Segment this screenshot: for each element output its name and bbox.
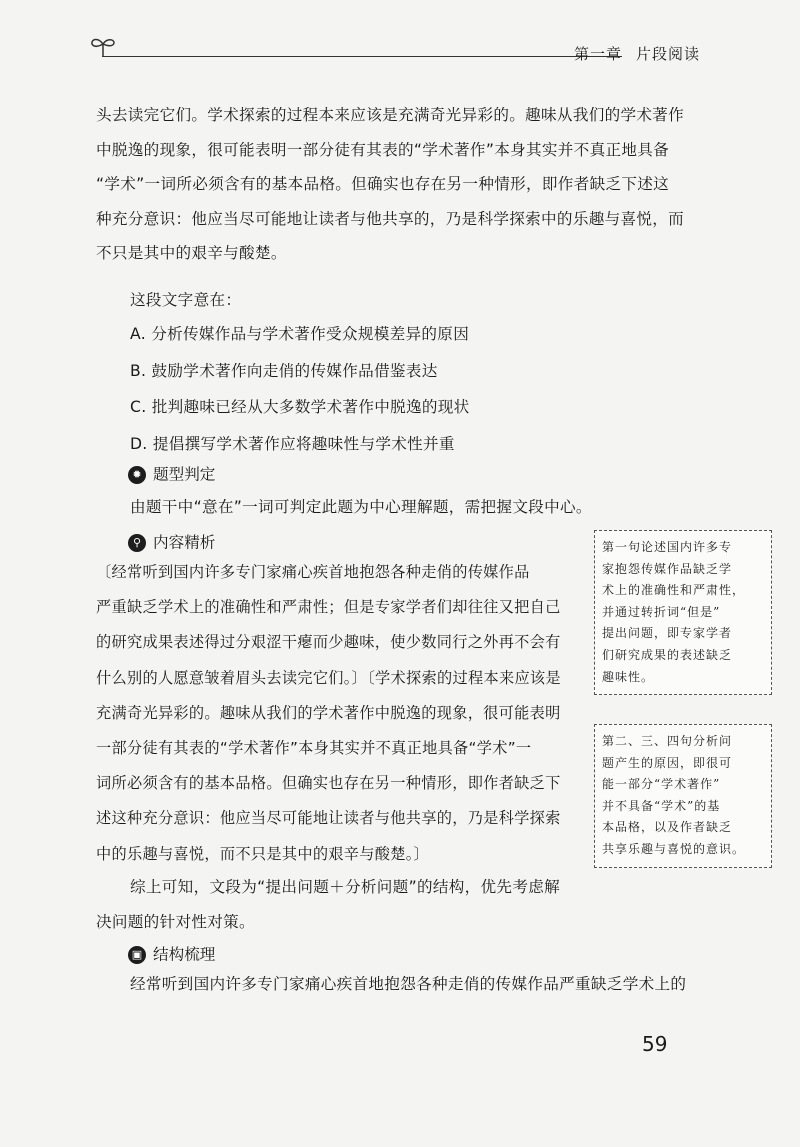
passage-line: 不只是其中的艰辛与酸楚。: [96, 244, 287, 262]
content-summary: [96, 870, 560, 939]
option-d: D. 提倡撰写学术著作应将趣味性与学术性并重: [130, 434, 455, 453]
chapter-title: [560, 43, 700, 64]
analysis-line: 〔经常听到国内许多专门家痛心疾首地抱怨各种走俏的传媒作品: [96, 563, 530, 581]
summary-line: 决问题的针对性对策。: [96, 912, 255, 931]
side-note-2: 第二、三、四句分析问 题产生的原因，即很可 能一部分“学术著作” 并不具备“学术”的基 本品格，以及作者缺乏 共享乐趣与喜悦的意识。: [594, 724, 772, 868]
analysis-line: 中的乐趣与喜悦，而不只是其中的艰辛与酸楚。〕: [96, 844, 430, 863]
magnifier-icon: ⚲: [128, 534, 146, 552]
analysis-line: 词所必须含有的基本品格。但确实也存在另一种情形，即作者缺乏下: [96, 774, 561, 793]
content-analysis: [96, 555, 561, 872]
passage-line: 头去读完它们。学术探索的过程本来应该是充满奇光异彩的。趣味从我们的学术著作: [96, 106, 685, 124]
passage: [96, 98, 684, 271]
side-note-1: 第一句论述国内许多专 家抱怨传媒作品缺乏学 术上的准确性和严肃性， 并通过转折词“但是” 提出问题，即专家学者 们研究成果的表述缺乏 趣味性。: [594, 530, 772, 695]
type-section-title: 题型判定: [153, 465, 216, 484]
content-section-heading: [128, 530, 215, 554]
header-rule: [102, 56, 622, 57]
option-b: B. 鼓励学术著作向走俏的传媒作品借鉴表达: [130, 361, 438, 380]
analysis-line: 述这种充分意识：他应当尽可能地让读者与他共享的，乃是科学探索: [96, 809, 561, 828]
option-a: A. 分析传媒作品与学术著作受众规模差异的原因: [130, 325, 470, 343]
analysis-line: 充满奇光异彩的。趣味从我们的学术著作中脱逸的现象，很可能表明: [96, 703, 561, 722]
option-c: C. 批判趣味已经从大多数学术著作中脱逸的现状: [130, 398, 470, 416]
structure-section-heading: [128, 942, 215, 966]
page-header: [88, 34, 700, 74]
question-stem: 这段文字意在：: [130, 291, 242, 309]
content-section-title: 内容精析: [153, 533, 216, 552]
analysis-line: 一部分徒有其表的“学术著作”本身其实并不真正地具备“学术”一: [96, 739, 532, 758]
chapter-name: 片段阅读: [635, 45, 700, 63]
analysis-line: 严重缺乏学术上的准确性和严肃性；但是专家学者们却往往又把自己: [96, 598, 561, 617]
summary-line: 综上可知，文段为“提出问题＋分析问题”的结构，优先考虑解: [130, 878, 560, 896]
question-options: [130, 316, 470, 462]
analysis-line: 什么别的人愿意皱着眉头去读完它们。〕〔学术探索的过程本来应该是: [96, 668, 561, 687]
sprout-icon: [88, 34, 118, 64]
type-section-text: 由题干中“意在”一词可判定此题为中心理解题，需把握文段中心。: [130, 498, 592, 516]
structure-icon: ▣: [128, 946, 146, 964]
type-section-heading: [128, 462, 215, 486]
passage-line: 中脱逸的现象，很可能表明一部分徒有其表的“学术著作”本身其实并不真正地具备: [96, 140, 670, 159]
analysis-line: 的研究成果表述得过分艰涩干瘪而少趣味，使少数同行之外再不会有: [96, 633, 561, 652]
structure-text: 经常听到国内许多专门家痛心疾首地抱怨各种走俏的传媒作品严重缺乏学术上的: [130, 975, 687, 993]
chapter-number: 第一章: [573, 45, 622, 63]
page-number: 59: [642, 1032, 668, 1056]
passage-line: “学术”一词所必须含有的基本品格。但确实也存在另一种情形，即作者缺乏下述这: [96, 175, 670, 193]
passage-line: 种充分意识：他应当尽可能地让读者与他共享的，乃是科学探索中的乐趣与喜悦，而: [96, 209, 685, 228]
gear-icon: ✹: [128, 466, 146, 484]
structure-section-title: 结构梳理: [153, 945, 216, 964]
